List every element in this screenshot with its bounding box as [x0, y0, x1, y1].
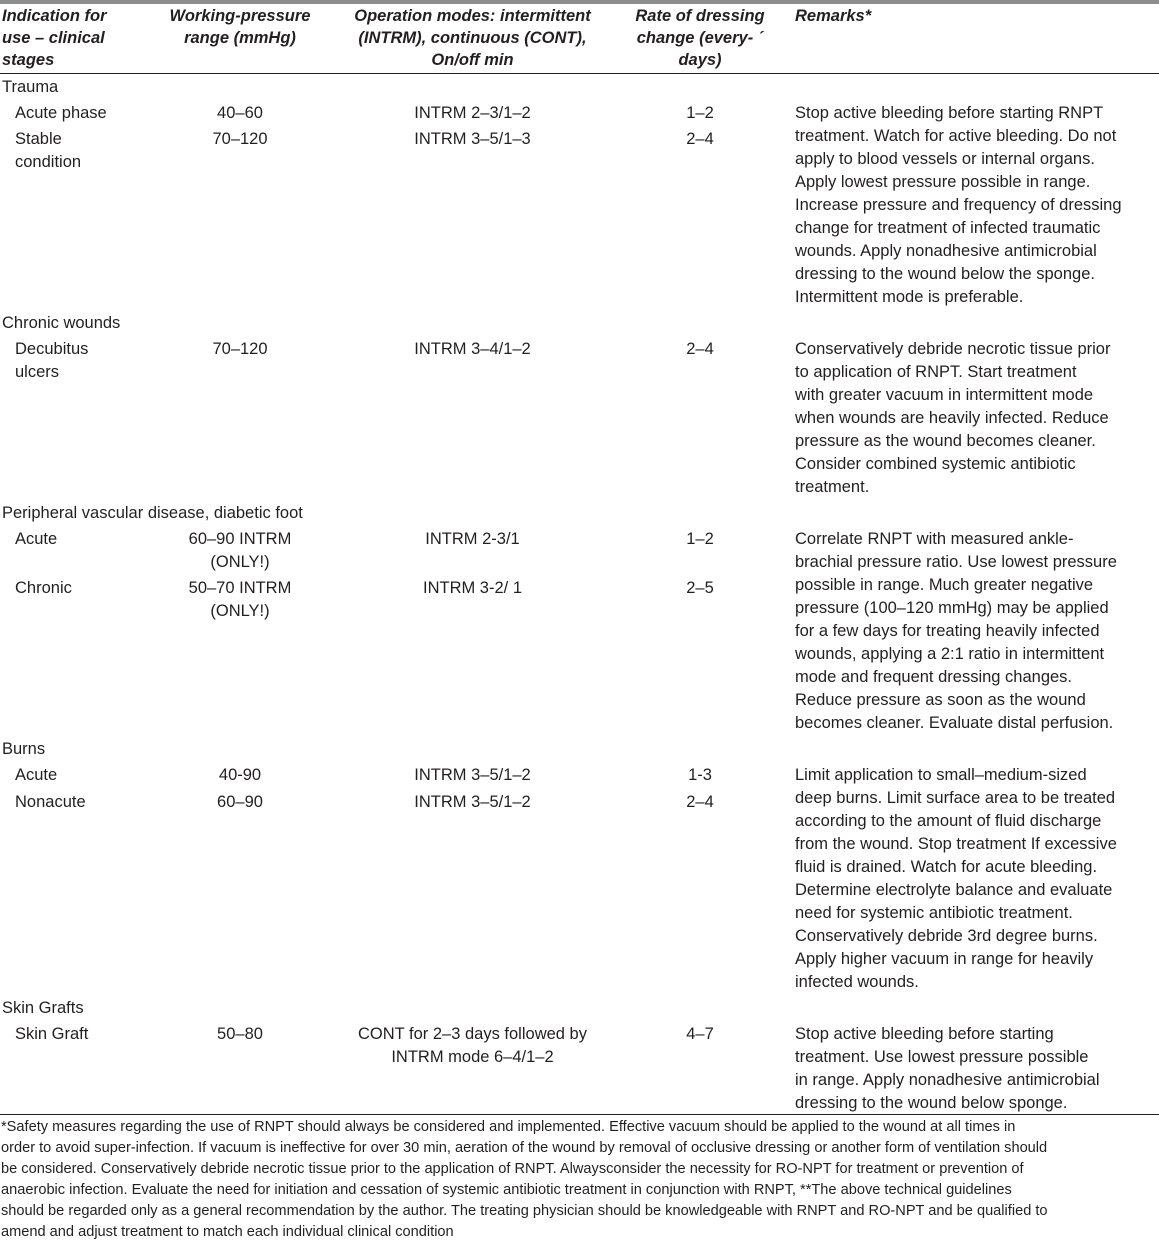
rate-value: 4–7	[686, 1025, 714, 1043]
group-title-pvd: Peripheral vascular disease, diabetic foot	[2, 504, 303, 522]
stage-label: Acute	[15, 530, 58, 548]
stage-label: Acute	[15, 766, 58, 784]
remarks-skin: Stop active bleeding before starting treatment. Use lowest pressure possible in range. Apply nonadhesive antimicrobial dressing to the wound below sponge.	[795, 1025, 1100, 1112]
rate-value: 2–4	[686, 793, 714, 811]
mode-value: INTRM 2–3/1–2	[414, 104, 531, 122]
rate-value: 1-3	[688, 766, 712, 784]
rate-value: 2–4	[686, 340, 714, 358]
header-rate: Rate of dressing change (every- ´ days)	[635, 7, 765, 69]
header-indication: Indication for use – clinical stages	[2, 7, 107, 69]
group-title-skin: Skin Grafts	[2, 999, 84, 1017]
footer-rule	[0, 1114, 1159, 1115]
remarks-chronic: Conservatively debride necrotic tissue prior to application of RNPT. Start treatment with greater vacuum in intermittent mode when wounds are heavily infected. Reduce pressure as the wound becomes cleaner. Consider combined systemic antibiotic treatment.	[795, 340, 1111, 496]
header-remarks: Remarks*	[795, 7, 872, 25]
rate-value: 2–4	[686, 130, 714, 148]
pressure-value: 40–60	[217, 104, 263, 122]
group-title-chronic: Chronic wounds	[2, 314, 121, 332]
mode-value: CONT for 2–3 days followed by INTRM mode 6–4/1–2	[358, 1025, 587, 1066]
pressure-value: 40-90	[218, 766, 262, 784]
mode-value: INTRM 3–5/1–2	[414, 793, 531, 811]
stage-label: Chronic	[15, 579, 72, 597]
mode-value: INTRM 3-2/ 1	[422, 579, 523, 597]
stage-label: Acute phase	[15, 104, 107, 122]
pressure-value: 60–90	[217, 793, 263, 811]
mode-value: INTRM 3–5/1–3	[414, 130, 531, 148]
group-title-trauma: Trauma	[2, 78, 59, 96]
header-pressure: Working-pressure range (mmHg)	[169, 7, 311, 47]
header-modes: Operation modes: intermittent (INTRM), continuous (CONT), On/off min	[354, 7, 591, 69]
rate-value: 2–5	[686, 579, 714, 597]
pressure-value: 50–80	[217, 1025, 263, 1043]
pressure-value: 70–120	[212, 130, 268, 148]
stage-label: Nonacute	[15, 793, 86, 811]
stage-label: Skin Graft	[15, 1025, 89, 1043]
rate-value: 1–2	[686, 530, 714, 548]
footnote: *Safety measures regarding the use of RNPT should always be considered and implemented. Effective vacuum should be applied to the wound at all times in order to avoid super-infection. If vacuum is ineffective for over 30 min, aeration of the wound by removal of occlusive dressing or another form of ventilation should be considered. Conservatively debride necrotic tissue prior to the application of RNPT. Alwaysconsider the necessity for RO-NPT for treatment or prevention of anaerobic infection. Evaluate the need for initiation and cessation of systemic antibiotic treatment in conjunction with RNPT, **The above technical guidelines should be regarded only as a general recommendation by the author. The treating physician should be knowledgeable with RNPT and RO-NPT and be qualified to amend and adjust treatment to match each individual clinical condition	[1, 1119, 1048, 1240]
mode-value: INTRM 3–4/1–2	[414, 340, 531, 358]
remarks-trauma: Stop active bleeding before starting RNPT treatment. Watch for active bleeding. Do not apply to blood vessels or internal organs. Apply lowest pressure possible in range. Increase pressure and frequency of dressing change for treatment of infected traumatic wounds. Apply nonadhesive antimicrobial dressing to the wound below the sponge. Intermittent mode is preferable.	[795, 104, 1122, 306]
pressure-value: 60–90 INTRM (ONLY!)	[188, 530, 292, 571]
stage-label: Decubitus ulcers	[15, 340, 89, 381]
stage-label: Stable condition	[15, 130, 82, 171]
remarks-burns: Limit application to small–medium-sized deep burns. Limit surface area to be treated according to the amount of fluid discharge from the wound. Stop treatment If excessive fluid is drained. Watch for acute bleeding. Determine electrolyte balance and evaluate need for systemic antibiotic treatment. Conservatively debride 3rd degree burns. Apply higher vacuum in range for heavily infected wounds.	[795, 766, 1117, 991]
rate-value: 1–2	[686, 104, 714, 122]
group-title-burns: Burns	[2, 740, 46, 758]
top-border	[0, 0, 1159, 4]
pressure-value: 50–70 INTRM (ONLY!)	[188, 579, 292, 620]
header-rule	[0, 73, 1159, 74]
remarks-pvd: Correlate RNPT with measured ankle- brachial pressure ratio. Use lowest pressure possible in range. Much greater negative pressure (100–120 mmHg) may be applied for a few days for treating heavily infected wounds, applying a 2:1 ratio in intermittent mode and frequent dressing changes. Reduce pressure as soon as the wound becomes cleaner. Evaluate distal perfusion.	[795, 530, 1117, 732]
mode-value: INTRM 2-3/1	[425, 530, 520, 548]
mode-value: INTRM 3–5/1–2	[414, 766, 531, 784]
pressure-value: 70–120	[212, 340, 268, 358]
